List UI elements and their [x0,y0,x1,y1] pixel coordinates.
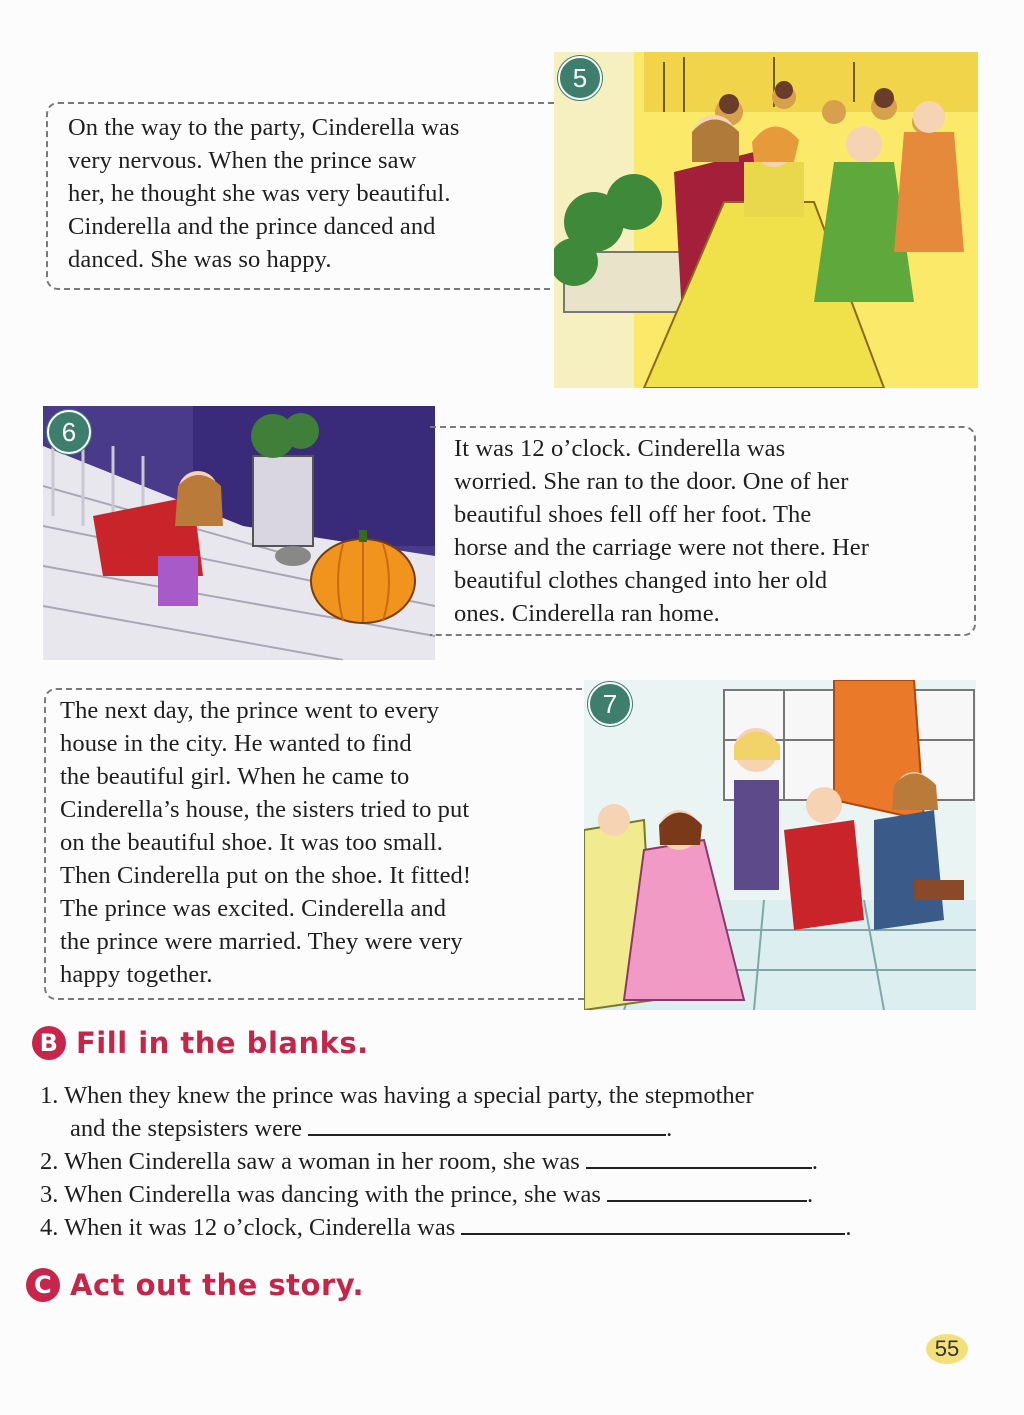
text-line: on the beautiful shoe. It was too small. [60,829,443,856]
question-text: When they knew the prince was having a special party, the stepmother [64,1082,754,1109]
panel6-text [454,432,869,630]
question-text: When it was 12 o’clock, Cinderella was [64,1214,456,1241]
question-3 [40,1178,813,1211]
text-line: Cinderella’s house, the sisters tried to put [60,796,470,823]
question-text: When Cinderella was dancing with the prince, she was [64,1181,601,1208]
text-line: Cinderella and the prince danced and [68,213,436,240]
text-line: Then Cinderella put on the shoe. It fitted! [60,862,472,889]
text-line: beautiful clothes changed into her old [454,567,828,594]
text-line: her, he thought she was very beautiful. [68,180,451,207]
question-end: . [806,1181,814,1208]
text-line: happy together. [60,961,213,988]
text-line: worried. She ran to the door. One of her [454,468,849,495]
panel7-number-badge: 7 [588,682,632,726]
question-number: 1. [40,1082,59,1109]
section-c-letter-badge: C [26,1268,60,1302]
panel7-illustration-shoe-fitting [584,680,976,1010]
text-line: the beautiful girl. When he came to [60,763,410,790]
panel6-illustration-stairs-pumpkin [43,406,435,660]
panel5-number-badge: 5 [558,56,602,100]
answer-blank-2[interactable] [586,1145,812,1169]
section-b-heading [32,1026,369,1060]
question-2 [40,1145,818,1178]
text-line: very nervous. When the prince saw [68,147,417,174]
text-line: danced. She was so happy. [68,246,332,273]
question-text: When Cinderella saw a woman in her room, she was [64,1148,580,1175]
answer-blank-4[interactable] [461,1211,845,1235]
question-1 [40,1079,754,1112]
question-end: . [845,1214,852,1241]
question-number: 2. [40,1148,59,1175]
question-1-continued [70,1112,672,1145]
text-line: beautiful shoes fell off her foot. The [454,501,812,528]
text-line: On the way to the party, Cinderella was [68,114,460,141]
panel5-text [68,111,459,276]
panel6-number-badge: 6 [47,410,91,454]
section-c-title: Act out the story. [70,1268,365,1302]
panel5-illustration-ballroom-dance [554,52,978,388]
question-end: . [811,1148,819,1175]
answer-blank-1[interactable] [308,1112,666,1136]
answer-blank-3[interactable] [607,1178,807,1202]
question-text: and the stepsisters were [70,1115,302,1142]
text-line: horse and the carriage were not there. Her [454,534,870,561]
panel7-text [60,694,471,991]
page-number: 55 [926,1334,968,1364]
question-number: 4. [40,1214,59,1241]
text-line: the prince were married. They were very [60,928,463,955]
section-c-heading [26,1268,364,1302]
text-line: It was 12 o’clock. Cinderella was [454,435,786,462]
section-b-title: Fill in the blanks. [76,1026,369,1060]
text-line: house in the city. He wanted to find [60,730,412,757]
question-end: . [666,1115,673,1142]
text-line: The next day, the prince went to every [60,697,440,724]
text-line: ones. Cinderella ran home. [454,600,720,627]
question-4 [40,1211,852,1244]
text-line: The prince was excited. Cinderella and [60,895,447,922]
question-number: 3. [40,1181,59,1208]
section-b-letter-badge: B [32,1026,66,1060]
